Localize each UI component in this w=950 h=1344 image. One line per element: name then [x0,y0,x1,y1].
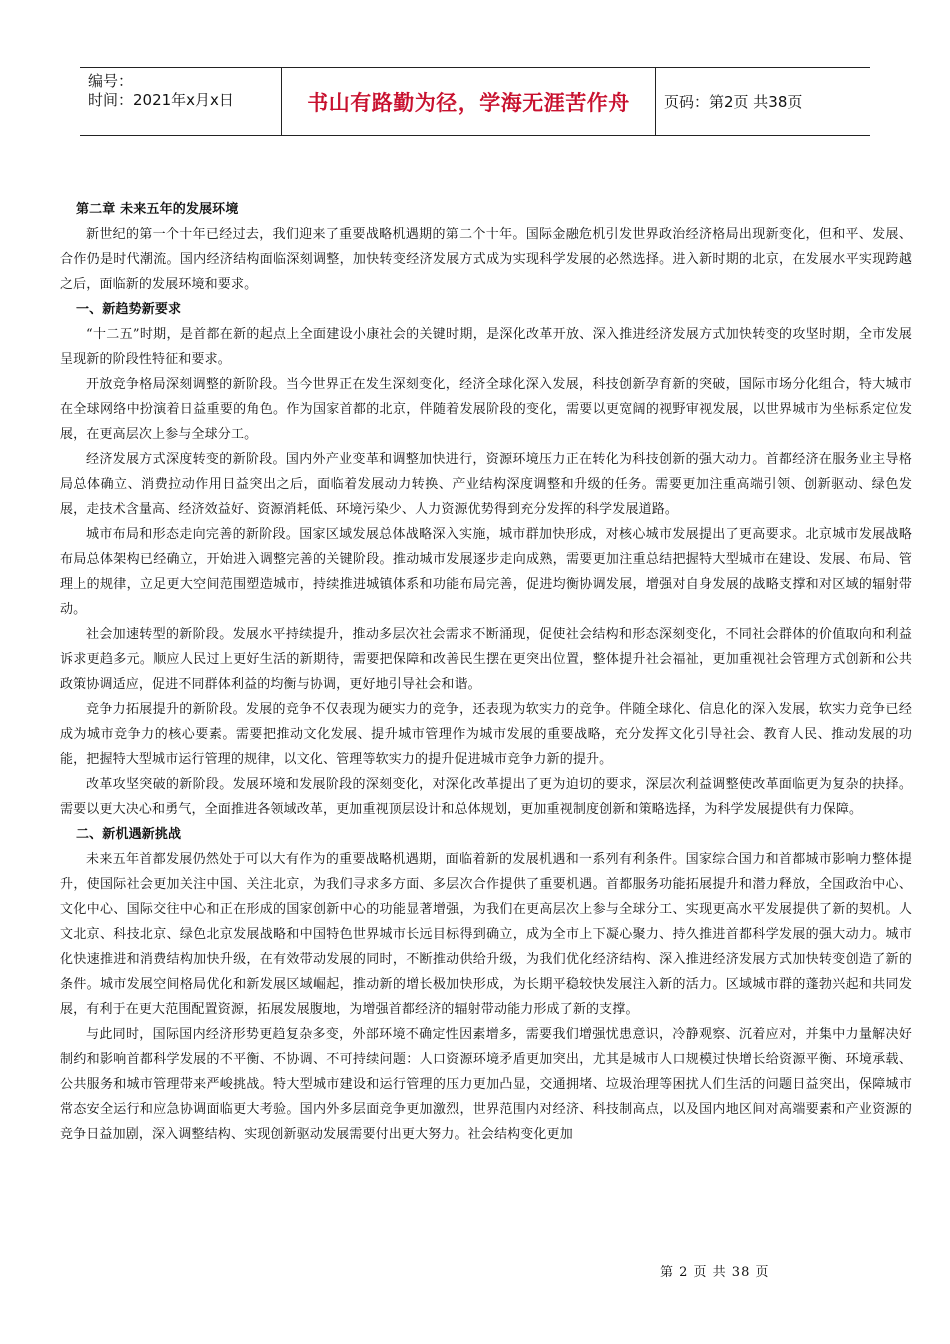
page-header [80,67,870,136]
paragraph: “十二五”时期，是首都在新的起点上全面建设小康社会的关键时期，是深化改革开放、深入推进经济发展方式加快转变的攻坚时期，全市发展呈现新的阶段性特征和要求。 [60,327,912,367]
section-heading: 一、新趋势新要求 [76,302,182,317]
header-page-info [656,68,870,135]
date-line: 时间：2021年x月x日 [88,91,234,109]
section-heading: 二、新机遇新挑战 [76,827,182,842]
serial-label: 编号： [88,72,134,90]
paragraph: 社会加速转型的新阶段。发展水平持续提升，推动多层次社会需求不断涌现，促使社会结构和形态深刻变化，不同社会群体的价值取向和利益诉求更趋多元。顺应人民过上更好生活的新期待，需要把保障和改善民生摆在更突出位置，整体提升社会福祉，更加重视社会管理方式创新和公共政策协调适应，促进不同群体利益的均衡与协调，更好地引导社会和谐。 [60,627,912,692]
motto: 书山有路勤为径，学海无涯苦作舟 [307,90,630,115]
header-meta [80,68,281,135]
paragraph: 改革攻坚突破的新阶段。发展环境和发展阶段的深刻变化，对深化改革提出了更为迫切的要求，深层次利益调整使改革面临更为复杂的抉择。需要以更大决心和勇气，全面推进各领域改革，更加重视顶层设计和总体规划，更加重视制度创新和策略选择，为科学发展提供有力保障。 [60,777,912,817]
page-footer: 第 2 页 共 38 页 [660,1265,770,1280]
paragraph: 未来五年首都发展仍然处于可以大有作为的重要战略机遇期，面临着新的发展机遇和一系列有利条件。国家综合国力和首都城市影响力整体提升，使国际社会更加关注中国、关注北京，为我们寻求多方面、多层次合作提供了重要机遇。首都服务功能拓展提升和潜力释放，全国政治中心、文化中心、国际交往中心和正在形成的国家创新中心的功能显著增强，为我们在更高层次上参与全球分工、实现更高水平发展提供了新的契机。人文北京、科技北京、绿色北京发展战略和中国特色世界城市长远目标得到确立，成为全市上下凝心聚力、持久推进首都科学发展的强大动力。城市化快速推进和消费结构加快升级，在有效带动发展的同时，不断推动供给升级，为我们优化经济结构、深入推进经济发展方式加快转变创造了新的条件。城市发展空间格局优化和新发展区域崛起，推动新的增长极加快形成，为长期平稳较快发展注入新的活力。区域城市群的蓬勃兴起和共同发展，有利于在更大范围配置资源，拓展发展腹地，为增强首都经济的辐射带动能力形成了新的支撑。 [60,852,912,1017]
page-info: 页码：第2页 共38页 [664,93,803,111]
chapter-title: 第二章 未来五年的发展环境 [76,202,239,217]
paragraph: 与此同时，国际国内经济形势更趋复杂多变，外部环境不确定性因素增多，需要我们增强忧患意识，冷静观察、沉着应对，并集中力量解决好制约和影响首都科学发展的不平衡、不协调、不可持续问题：人口资源环境矛盾更加突出，尤其是城市人口规模过快增长给资源平衡、环境承载、公共服务和城市管理带来严峻挑战。特大型城市建设和运行管理的压力更加凸显，交通拥堵、垃圾治理等困扰人们生活的问题日益突出，保障城市常态安全运行和应急协调面临更大考验。国内外多层面竞争更加激烈，世界范围内对经济、科技制高点，以及国内地区间对高端要素和产业资源的竞争日益加剧，深入调整结构、实现创新驱动发展需要付出更大努力。社会结构变化更加 [60,1027,912,1142]
paragraph: 竞争力拓展提升的新阶段。发展的竞争不仅表现为硬实力的竞争，还表现为软实力的竞争。伴随全球化、信息化的深入发展，软实力竞争已经成为城市竞争力的核心要素。需要把推动文化发展、提升城市管理作为城市发展的重要战略，充分发挥文化引导社会、教育人民、推动发展的功能，把握特大型城市运行管理的规律，以文化、管理等软实力的提升促进城市竞争力新的提升。 [60,702,912,767]
document-body [60,197,912,1147]
paragraph: 城市布局和形态走向完善的新阶段。国家区域发展总体战略深入实施，城市群加快形成，对核心城市发展提出了更高要求。北京城市发展战略布局总体架构已经确立，开始进入调整完善的关键阶段。推动城市发展逐步走向成熟，需要更加注重总结把握特大型城市在建设、发展、布局、管理上的规律，立足更大空间范围塑造城市，持续推进城镇体系和功能布局完善，促进均衡协调发展，增强对自身发展的战略支撑和对区域的辐射带动。 [60,527,912,617]
paragraph: 开放竞争格局深刻调整的新阶段。当今世界正在发生深刻变化，经济全球化深入发展，科技创新孕育新的突破，国际市场分化组合，特大城市在全球网络中扮演着日益重要的角色。作为国家首都的北京，伴随着发展阶段的变化，需要以更宽阔的视野审视发展，以世界城市为坐标系定位发展，在更高层次上参与全球分工。 [60,377,912,442]
header-motto-cell [281,68,656,135]
paragraph: 经济发展方式深度转变的新阶段。国内外产业变革和调整加快进行，资源环境压力正在转化为科技创新的强大动力。首都经济在服务业主导格局总体确立、消费拉动作用日益突出之后，面临着发展动力转换、产业结构深度调整和升级的任务。需要更加注重高端引领、创新驱动、绿色发展，走技术含量高、经济效益好、资源消耗低、环境污染少、人力资源优势得到充分发挥的科学发展道路。 [60,452,912,517]
paragraph: 新世纪的第一个十年已经过去，我们迎来了重要战略机遇期的第二个十年。国际金融危机引发世界政治经济格局出现新变化，但和平、发展、合作仍是时代潮流。国内经济结构面临深刻调整，加快转变经济发展方式成为实现科学发展的必然选择。进入新时期的北京，在发展水平实现跨越之后，面临新的发展环境和要求。 [60,227,912,292]
